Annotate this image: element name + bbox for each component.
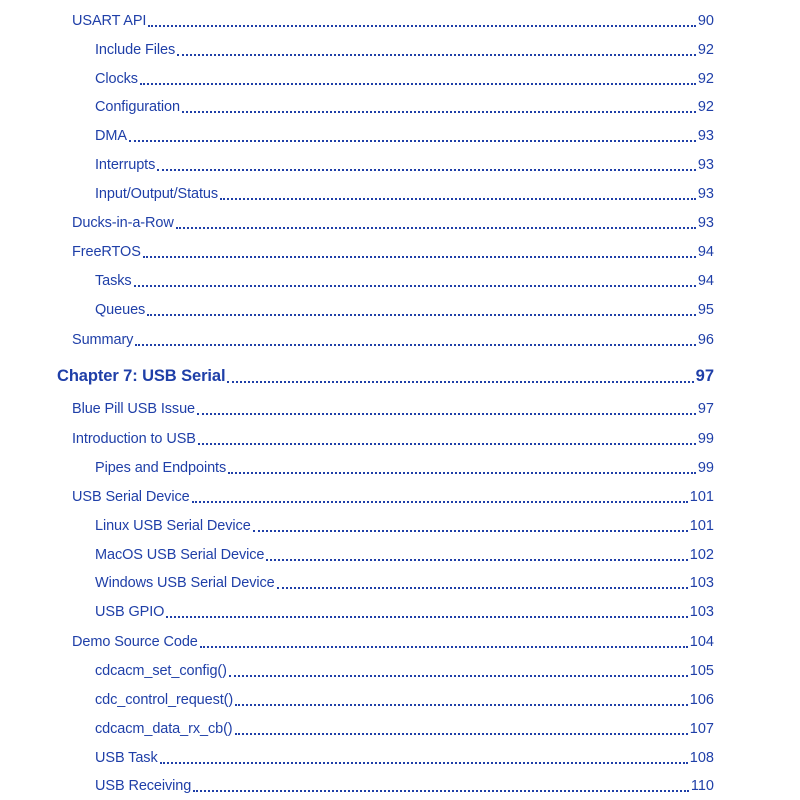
toc-entry-label: FreeRTOS <box>72 244 141 260</box>
dot-leader <box>176 214 696 232</box>
dot-leader <box>235 691 688 709</box>
dot-leader <box>160 749 688 767</box>
dot-leader <box>147 301 696 319</box>
toc-entry-page: 93 <box>697 157 714 173</box>
toc-entry-label: Summary <box>72 332 134 348</box>
toc-entry-page: 103 <box>689 604 714 620</box>
toc-entry-page: 97 <box>697 401 714 417</box>
toc-entry-label: Interrupts <box>95 157 156 173</box>
toc-entry-label: Include Files <box>95 42 176 58</box>
toc-entry-introduction-to-usb[interactable] <box>72 426 714 448</box>
toc-entry-freertos[interactable] <box>72 239 714 261</box>
toc-entry-usb-task[interactable] <box>95 745 714 767</box>
toc-entry-label: Clocks <box>95 71 138 87</box>
dot-leader <box>198 430 696 448</box>
toc-entry-tasks[interactable] <box>95 268 714 290</box>
toc-entry-usb-serial-device[interactable] <box>72 484 714 506</box>
toc-entry-pipes-and-endpoints[interactable] <box>95 455 714 477</box>
toc-entry-input-output-status[interactable] <box>95 181 714 203</box>
toc-entry-label: Introduction to USB <box>72 431 196 447</box>
toc-entry-label: Demo Source Code <box>72 634 198 650</box>
toc-entry-page: 106 <box>689 692 714 708</box>
toc-entry-label: Queues <box>95 302 146 318</box>
toc-entry-label: USB GPIO <box>95 604 165 620</box>
dot-leader <box>129 127 696 145</box>
toc-entry-label: Configuration <box>95 99 180 115</box>
dot-leader <box>228 459 696 477</box>
toc-entry-label: USART API <box>72 13 147 29</box>
dot-leader <box>193 777 689 795</box>
dot-leader <box>182 98 696 116</box>
toc-entry-label: cdc_control_request() <box>95 692 234 708</box>
toc-entry-label: USB Task <box>95 750 158 766</box>
toc-entry-label: Linux USB Serial Device <box>95 518 251 534</box>
toc-entry-page: 105 <box>689 663 714 679</box>
dot-leader <box>192 488 688 506</box>
toc-entry-page: 94 <box>697 244 714 260</box>
toc-entry-ducks-in-a-row[interactable] <box>72 210 714 232</box>
toc-entry-page: 99 <box>697 460 714 476</box>
toc-entry-label: USB Serial Device <box>72 489 190 505</box>
dot-leader <box>253 517 688 535</box>
dot-leader <box>157 156 696 174</box>
toc-chapter-label: Chapter 7: USB Serial <box>57 367 226 385</box>
toc-entry-page: 102 <box>689 547 714 563</box>
toc-entry-usb-receiving[interactable] <box>95 773 714 795</box>
dot-leader <box>277 574 688 592</box>
dot-leader <box>143 243 696 261</box>
dot-leader <box>148 12 696 30</box>
toc-entry-cdcacm-set-config[interactable] <box>95 658 714 680</box>
toc-entry-page: 93 <box>697 215 714 231</box>
toc-entry-page: 101 <box>689 518 714 534</box>
toc-entry-page: 95 <box>697 302 714 318</box>
toc-entry-usb-gpio[interactable] <box>95 599 714 621</box>
toc-entry-demo-source-code[interactable] <box>72 629 714 651</box>
toc-entry-page: 110 <box>690 778 714 794</box>
toc-entry-configuration[interactable] <box>95 94 714 116</box>
dot-leader <box>177 41 696 59</box>
toc-chapter-page: 97 <box>695 367 714 385</box>
toc-entry-page: 108 <box>689 750 714 766</box>
toc-entry-label: Tasks <box>95 273 132 289</box>
toc-entry-macos-usb-serial-device[interactable] <box>95 542 714 564</box>
dot-leader <box>266 546 687 564</box>
toc-entry-page: 92 <box>697 71 714 87</box>
toc-entry-page: 93 <box>697 186 714 202</box>
toc-entry-interrupts[interactable] <box>95 152 714 174</box>
toc-entry-queues[interactable] <box>95 297 714 319</box>
toc-entry-page: 94 <box>697 273 714 289</box>
toc-chapter-7-usb-serial[interactable] <box>57 364 714 386</box>
toc-entry-windows-usb-serial-device[interactable] <box>95 570 714 592</box>
toc-entry-blue-pill-usb-issue[interactable] <box>72 396 714 418</box>
toc-entry-label: USB Receiving <box>95 778 192 794</box>
dot-leader <box>140 70 696 88</box>
toc-entry-include-files[interactable] <box>95 37 714 59</box>
toc-entry-page: 99 <box>697 431 714 447</box>
toc-entry-label: MacOS USB Serial Device <box>95 547 265 563</box>
dot-leader <box>200 633 688 651</box>
toc-entry-label: Ducks-in-a-Row <box>72 215 174 231</box>
toc-entry-page: 90 <box>697 13 714 29</box>
toc-entry-cdc-control-request[interactable] <box>95 687 714 709</box>
toc-entry-page: 107 <box>689 721 714 737</box>
toc-entry-linux-usb-serial-device[interactable] <box>95 513 714 535</box>
toc-entry-label: cdcacm_set_config() <box>95 663 227 679</box>
toc-entry-page: 92 <box>697 99 714 115</box>
dot-leader <box>134 272 696 290</box>
toc-entry-cdcacm-data-rx-cb[interactable] <box>95 716 714 738</box>
toc-entry-usart-api[interactable] <box>72 8 714 30</box>
toc-entry-page: 101 <box>689 489 714 505</box>
toc-entry-dma[interactable] <box>95 123 714 145</box>
dot-leader <box>235 720 688 738</box>
toc-entry-page: 92 <box>697 42 714 58</box>
toc-entry-label: DMA <box>95 128 127 144</box>
dot-leader <box>227 368 693 386</box>
toc-entry-label: Input/Output/Status <box>95 186 219 202</box>
dot-leader <box>197 400 696 418</box>
toc-entry-page: 93 <box>697 128 714 144</box>
toc-entry-label: cdcacm_data_rx_cb() <box>95 721 233 737</box>
dot-leader <box>229 662 688 680</box>
toc-entry-clocks[interactable] <box>95 66 714 88</box>
dot-leader <box>220 185 696 203</box>
dot-leader <box>135 331 696 349</box>
dot-leader <box>166 603 687 621</box>
toc-entry-label: Pipes and Endpoints <box>95 460 227 476</box>
toc-entry-page: 103 <box>689 575 714 591</box>
toc-entry-label: Blue Pill USB Issue <box>72 401 196 417</box>
toc-entry-page: 96 <box>697 332 714 348</box>
toc-entry-page: 104 <box>689 634 714 650</box>
toc-entry-summary[interactable] <box>72 327 714 349</box>
toc-entry-label: Windows USB Serial Device <box>95 575 275 591</box>
